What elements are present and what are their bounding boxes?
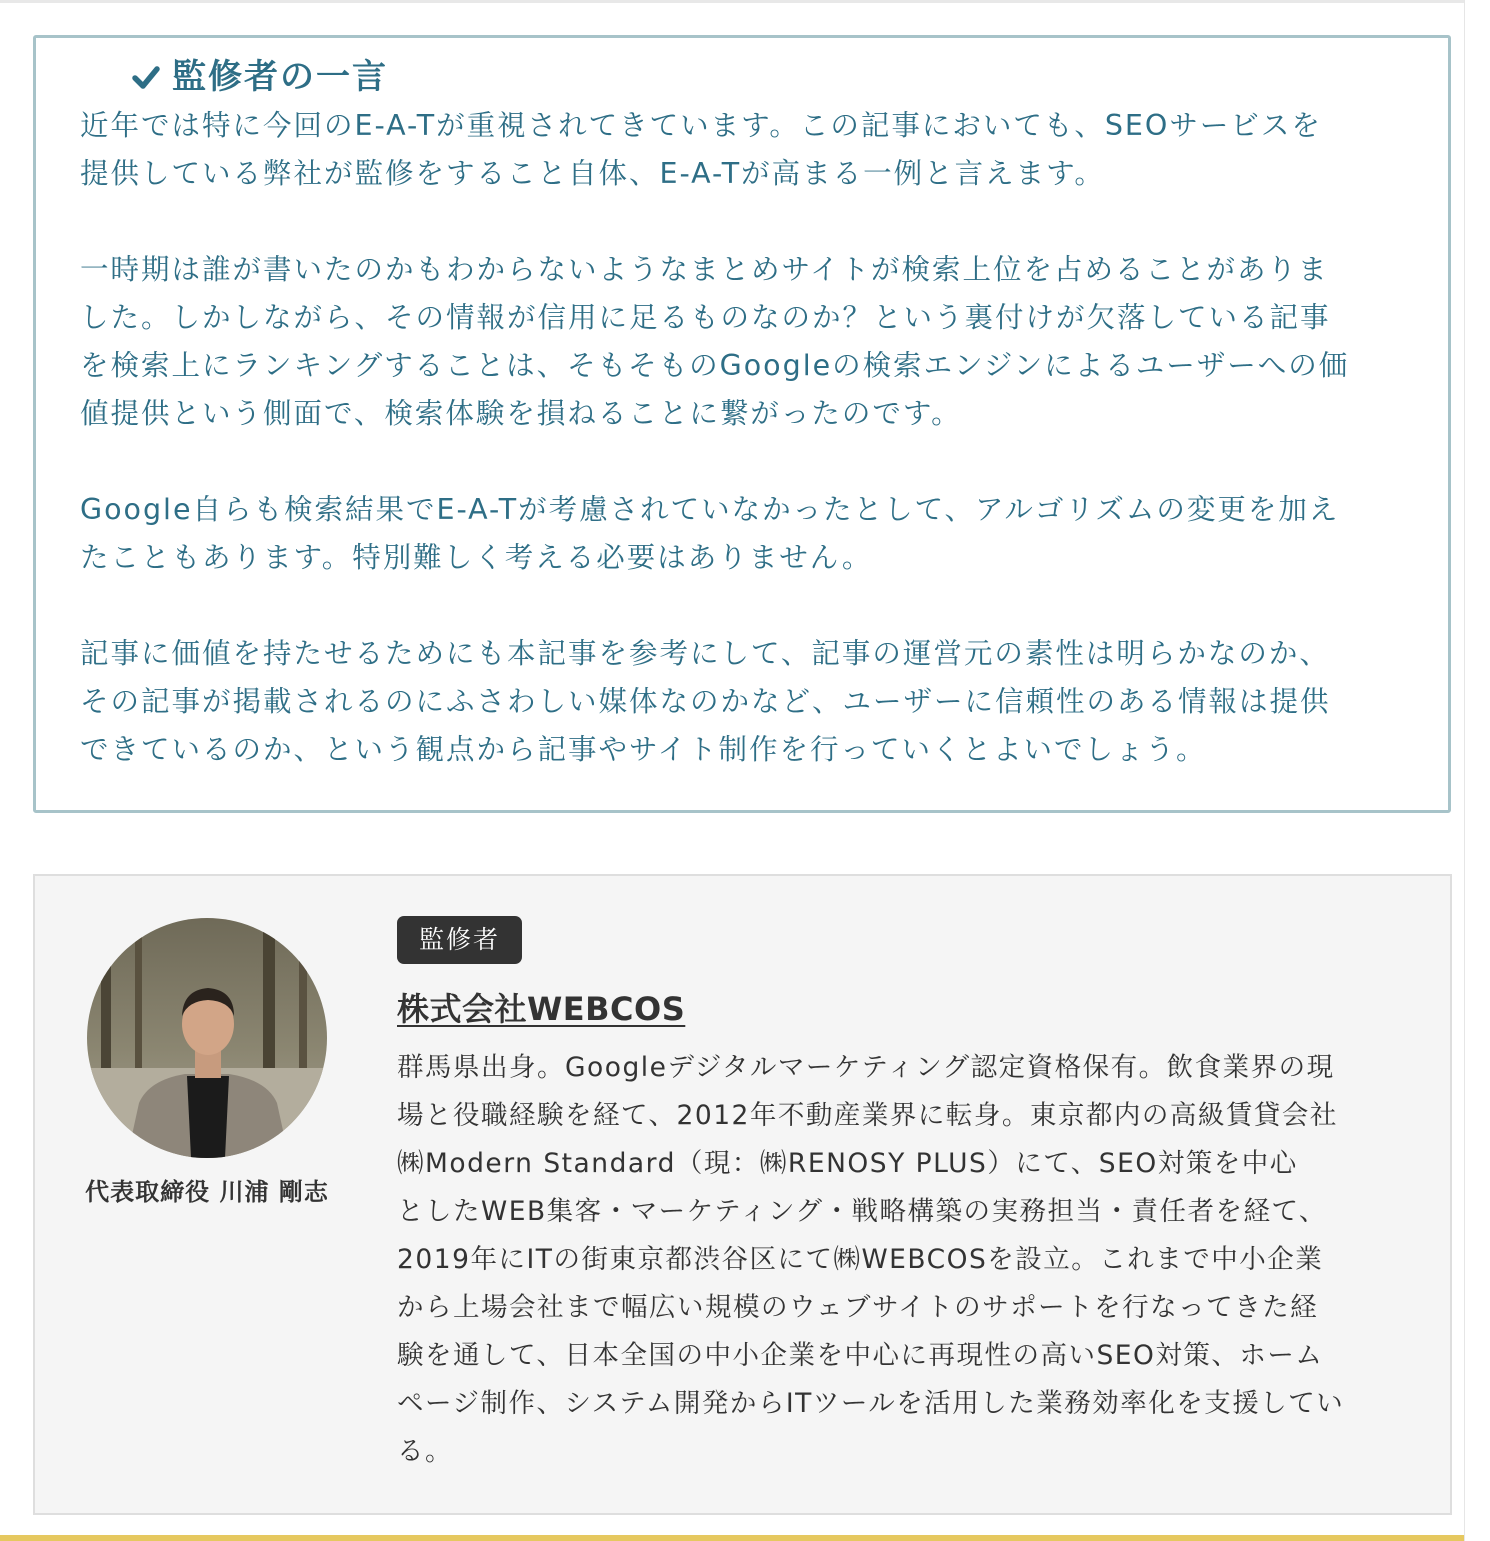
comment-paragraph-1: 近年では特に今回のE-A-Tが重視されてきています。この記事においても、SEOサービスを 提供している弊社が監修をすること自体、E-A-Tが高まる一例と言えます。 [80, 109, 1322, 190]
comment-paragraph-2: 一時期は誰が書いたのかもわからないようなまとめサイトが検索上位を占めることがありま した。しかしながら、その情報が信用に足るものなのか？という裏付けが欠落している記事 を検索上にランキングすることは、そもそものGoogleの検索エンジンによるユーザーへの価 値提供という側面で、検索体験を損ねることに繋がったのです。 [80, 253, 1350, 430]
supervisor-bio: 群馬県出身。Googleデジタルマーケティング認定資格保有。飲食業界の現 場と役職経験を経て、2012年不動産業界に転身。東京都内の高級賃貸会社 ㈱Modern Standard（現：㈱RENOSY PLUS）にて、SEO対策を中心 としたWEB集客・マーケティング・戦略構築の実務担当・責任者を経て、 2019年にITの街東京都渋谷区にて㈱WEBCOSを設立。これまで中小企業 から上場会社まで幅広い規模のウェブサイトのサポートを行なってきた経 験を通して、日本全国の中小企業を中心に再現性の高いSEO対策、ホーム ページ制作、システム開発からITツールを活用した業務効率化を支援してい る。 [397, 1052, 1345, 1467]
top-divider [0, 0, 1464, 3]
bottom-accent-rule [0, 1535, 1464, 1541]
supervisor-profile-card [33, 874, 1452, 1515]
comment-body [80, 102, 1420, 774]
page-right-edge [1464, 0, 1490, 1541]
person-name: 代表取締役 川浦 剛志 [85, 1178, 329, 1206]
company-name-link[interactable]: 株式会社WEBCOS [397, 990, 686, 1028]
check-icon [132, 63, 160, 91]
comment-box-title [116, 48, 410, 106]
avatar [87, 918, 327, 1158]
comment-title-text: 監修者の一言 [172, 57, 388, 97]
comment-paragraph-3: Google自らも検索結果でE-A-Tが考慮されていなかったとして、アルゴリズムの変更を加え たこともあります。特別難しく考える必要はありません。 [80, 493, 1340, 574]
comment-paragraph-4: 記事に価値を持たせるためにも本記事を参考にして、記事の運営元の素性は明らかなのか、 その記事が掲載されるのにふさわしい媒体なのかなど、ユーザーに信頼性のある情報は提供 できているのか、という観点から記事やサイト制作を行っていくとよいでしょう。 [80, 637, 1331, 766]
supervisor-badge: 監修者 [397, 916, 522, 964]
supervisor-comment-box [33, 35, 1451, 813]
